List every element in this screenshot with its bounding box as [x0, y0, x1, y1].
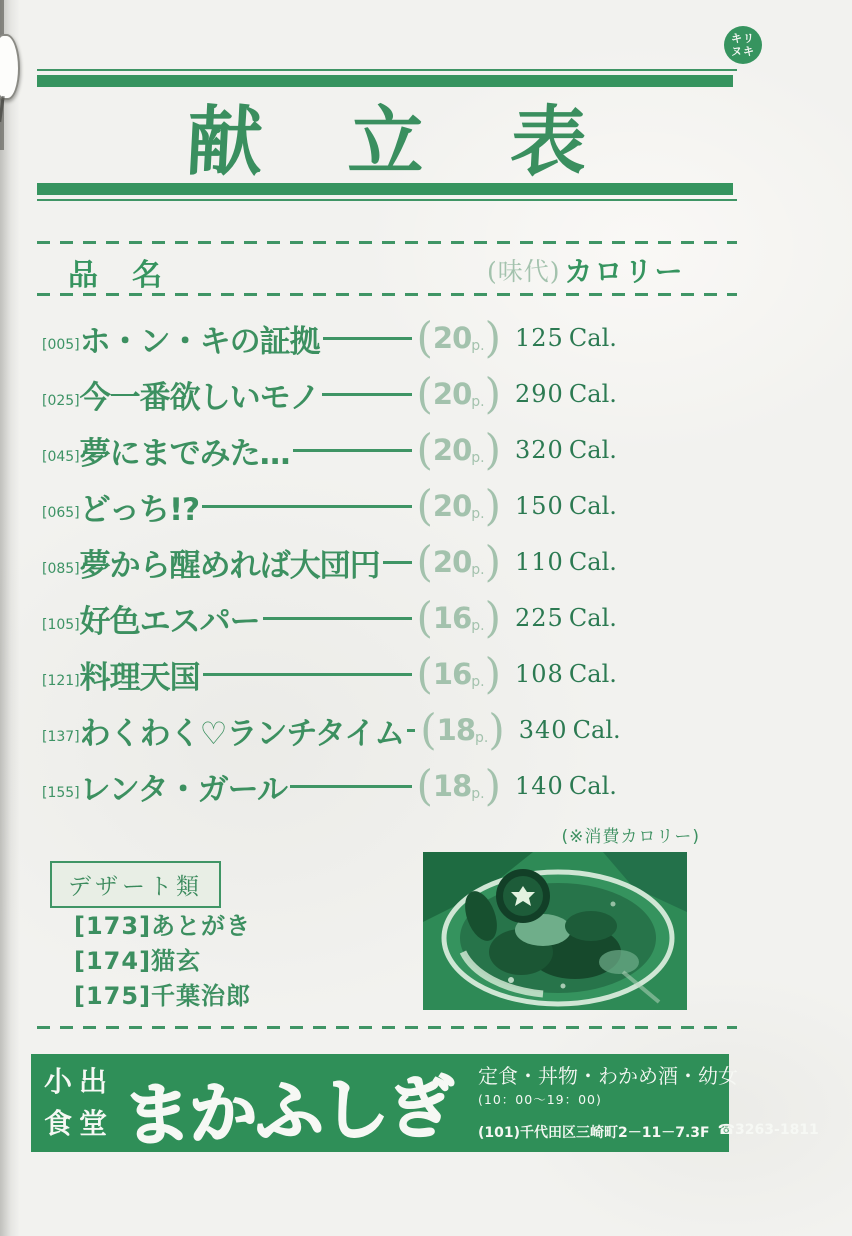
- food-photo: [423, 852, 687, 1010]
- price-unit: p.: [471, 338, 485, 354]
- price-unit: p.: [471, 674, 485, 690]
- calorie-group: [519, 716, 624, 744]
- calorie-value: 110: [515, 548, 564, 576]
- page-number: [085]: [42, 561, 80, 577]
- price-paren-open: (: [416, 537, 433, 586]
- chapter-title: レンタ・ガール: [79, 771, 288, 808]
- calorie-unit: Cal.: [568, 380, 617, 408]
- rule-thin-top: [37, 69, 737, 71]
- price-paren-open: (: [416, 649, 433, 698]
- dessert-list: [74, 909, 251, 1014]
- calorie-group: [515, 492, 620, 520]
- title-row: [37, 87, 737, 186]
- price-group: [416, 593, 501, 642]
- calorie-unit: Cal.: [568, 324, 617, 352]
- price-value: 18: [436, 713, 476, 747]
- leader-line: [202, 505, 411, 508]
- calorie-group: [515, 604, 620, 632]
- price-value: 20: [432, 321, 472, 355]
- calorie-value: 150: [515, 492, 564, 520]
- leader-line: [263, 617, 412, 620]
- calorie-value: 140: [515, 772, 564, 800]
- price-paren-open: (: [416, 761, 433, 810]
- shop-brand-name: まかふしぎ: [122, 1068, 455, 1157]
- price-paren-close: ): [484, 313, 501, 362]
- price-unit: p.: [471, 394, 485, 410]
- price-paren-close: ): [484, 761, 501, 810]
- chapter-title: 夢から醒めれば大団円: [79, 547, 380, 584]
- price-unit: p.: [475, 730, 489, 746]
- menu-row: [42, 478, 620, 534]
- dessert-item: [173]あとがき: [74, 912, 252, 940]
- clip-badge-line2: ヌキ: [731, 45, 755, 58]
- price-value: 20: [432, 377, 472, 411]
- shop-hours: (10：00～19：00): [478, 1092, 602, 1107]
- leader-line: [322, 393, 411, 396]
- calorie-unit: Cal.: [568, 436, 617, 464]
- leader-line: [323, 337, 412, 340]
- price-paren-close: ): [484, 369, 501, 418]
- calorie-value: 320: [515, 436, 564, 464]
- calorie-group: [515, 772, 620, 800]
- price-group: [416, 761, 501, 810]
- calorie-group: [515, 436, 620, 464]
- shop-phone: ☎3263-1811: [717, 1122, 819, 1138]
- price-value: 20: [432, 489, 472, 523]
- shop-name-top: 小出: [44, 1065, 115, 1098]
- page-number: [045]: [42, 449, 80, 465]
- title-block: [37, 69, 737, 201]
- price-paren-open: (: [416, 425, 433, 474]
- price-group: [416, 369, 501, 418]
- menu-list: [42, 310, 620, 814]
- menu-row: [42, 534, 620, 590]
- calorie-value: 340: [518, 716, 568, 744]
- shop-address-row: [478, 1122, 819, 1142]
- column-calorie-label: カロリー: [564, 255, 685, 288]
- menu-row: [42, 590, 620, 646]
- price-unit: p.: [471, 450, 485, 466]
- page-number: [137]: [42, 729, 80, 745]
- page-number: [005]: [42, 337, 80, 353]
- page-number: [025]: [42, 393, 80, 409]
- price-value: 20: [432, 433, 472, 467]
- calorie-unit: Cal.: [568, 772, 617, 800]
- price-group: [416, 481, 501, 530]
- clip-badge-line1: キリ: [731, 32, 755, 45]
- calorie-unit: Cal.: [572, 716, 621, 744]
- dashed-rule-header-bottom: [37, 293, 737, 296]
- shop-tagline: 定食・丼物・わかめ酒・幼女: [478, 1064, 738, 1088]
- calorie-unit: Cal.: [568, 548, 617, 576]
- chapter-title: 今一番欲しいモノ: [79, 379, 320, 416]
- calorie-group: [515, 324, 620, 352]
- calorie-unit: Cal.: [568, 604, 617, 632]
- menu-row: [42, 310, 620, 366]
- shop-address: (101)千代田区三崎町2－11－7.3F: [478, 1125, 710, 1141]
- calorie-footnote: (※消費カロリー): [561, 827, 700, 847]
- menu-row: [42, 422, 620, 478]
- leader-line: [293, 449, 412, 452]
- calorie-group: [515, 548, 620, 576]
- price-value: 18: [432, 769, 472, 803]
- calorie-group: [515, 380, 620, 408]
- calorie-value: 125: [515, 324, 564, 352]
- shop-name-bottom: 食堂: [44, 1107, 115, 1140]
- leader-line: [407, 729, 415, 732]
- chapter-title: わくわく♡ランチタイム: [79, 715, 405, 752]
- price-group: [416, 649, 501, 698]
- price-unit: p.: [471, 786, 485, 802]
- price-value: 16: [432, 657, 472, 691]
- price-paren-close: ): [484, 649, 501, 698]
- leader-line: [290, 785, 411, 788]
- leader-line: [383, 561, 412, 564]
- page-number: [121]: [42, 673, 80, 689]
- price-paren-open: (: [416, 481, 433, 530]
- dessert-item: [174]猫玄: [74, 947, 202, 975]
- price-unit: p.: [471, 506, 485, 522]
- dashed-rule-bottom: [37, 1026, 737, 1029]
- leader-line: [203, 673, 412, 676]
- dashed-rule-header-top: [37, 241, 737, 244]
- banner-right-block: [478, 1060, 756, 1108]
- price-value: 20: [432, 545, 472, 579]
- chapter-title: 好色エスパー: [79, 603, 260, 640]
- shop-name-column: [44, 1061, 114, 1145]
- price-group: [416, 425, 501, 474]
- dessert-item: [175]千葉治郎: [74, 982, 252, 1010]
- chapter-title: どっち!?: [79, 491, 200, 528]
- price-group: [416, 537, 501, 586]
- page-number: [155]: [42, 785, 80, 801]
- column-item-name: 品 名: [68, 258, 164, 293]
- price-paren-close: ): [484, 481, 501, 530]
- chapter-title: 料理天国: [79, 659, 200, 696]
- rule-thin-bottom: [37, 199, 737, 201]
- column-header: [37, 250, 737, 293]
- menu-row: [42, 702, 620, 758]
- price-paren-open: (: [416, 313, 433, 362]
- calorie-value: 225: [515, 604, 564, 632]
- price-paren-open: (: [416, 369, 433, 418]
- calorie-unit: Cal.: [568, 660, 617, 688]
- page-number: [065]: [42, 505, 80, 521]
- chapter-title: ホ・ン・キの証拠: [79, 323, 320, 360]
- calorie-unit: Cal.: [568, 492, 617, 520]
- menu-row: [42, 366, 620, 422]
- price-paren-open: (: [420, 705, 437, 754]
- price-group: [416, 313, 501, 362]
- calorie-value: 290: [515, 380, 564, 408]
- price-paren-close: ): [484, 425, 501, 474]
- chapter-title: 夢にまでみた…: [79, 435, 290, 472]
- price-paren-close: ): [488, 705, 505, 754]
- price-value: 16: [432, 601, 472, 635]
- shop-banner: [31, 1054, 819, 1157]
- price-unit: p.: [471, 562, 485, 578]
- calorie-group: [515, 660, 620, 688]
- price-paren-close: ): [484, 593, 501, 642]
- dessert-section-label: デザート類: [50, 861, 221, 908]
- page-edge-shadow: [0, 0, 20, 1236]
- column-price-label: (味代): [487, 257, 561, 286]
- clip-out-badge: [724, 26, 762, 64]
- price-unit: p.: [471, 618, 485, 634]
- calorie-value: 108: [515, 660, 564, 688]
- price-group: [420, 705, 505, 754]
- page-number: [105]: [42, 617, 80, 633]
- price-paren-open: (: [416, 593, 433, 642]
- price-paren-close: ): [484, 537, 501, 586]
- page-title: 献立表: [184, 96, 676, 186]
- menu-row: [42, 646, 620, 702]
- menu-row: [42, 758, 620, 814]
- column-right-group: [487, 250, 685, 290]
